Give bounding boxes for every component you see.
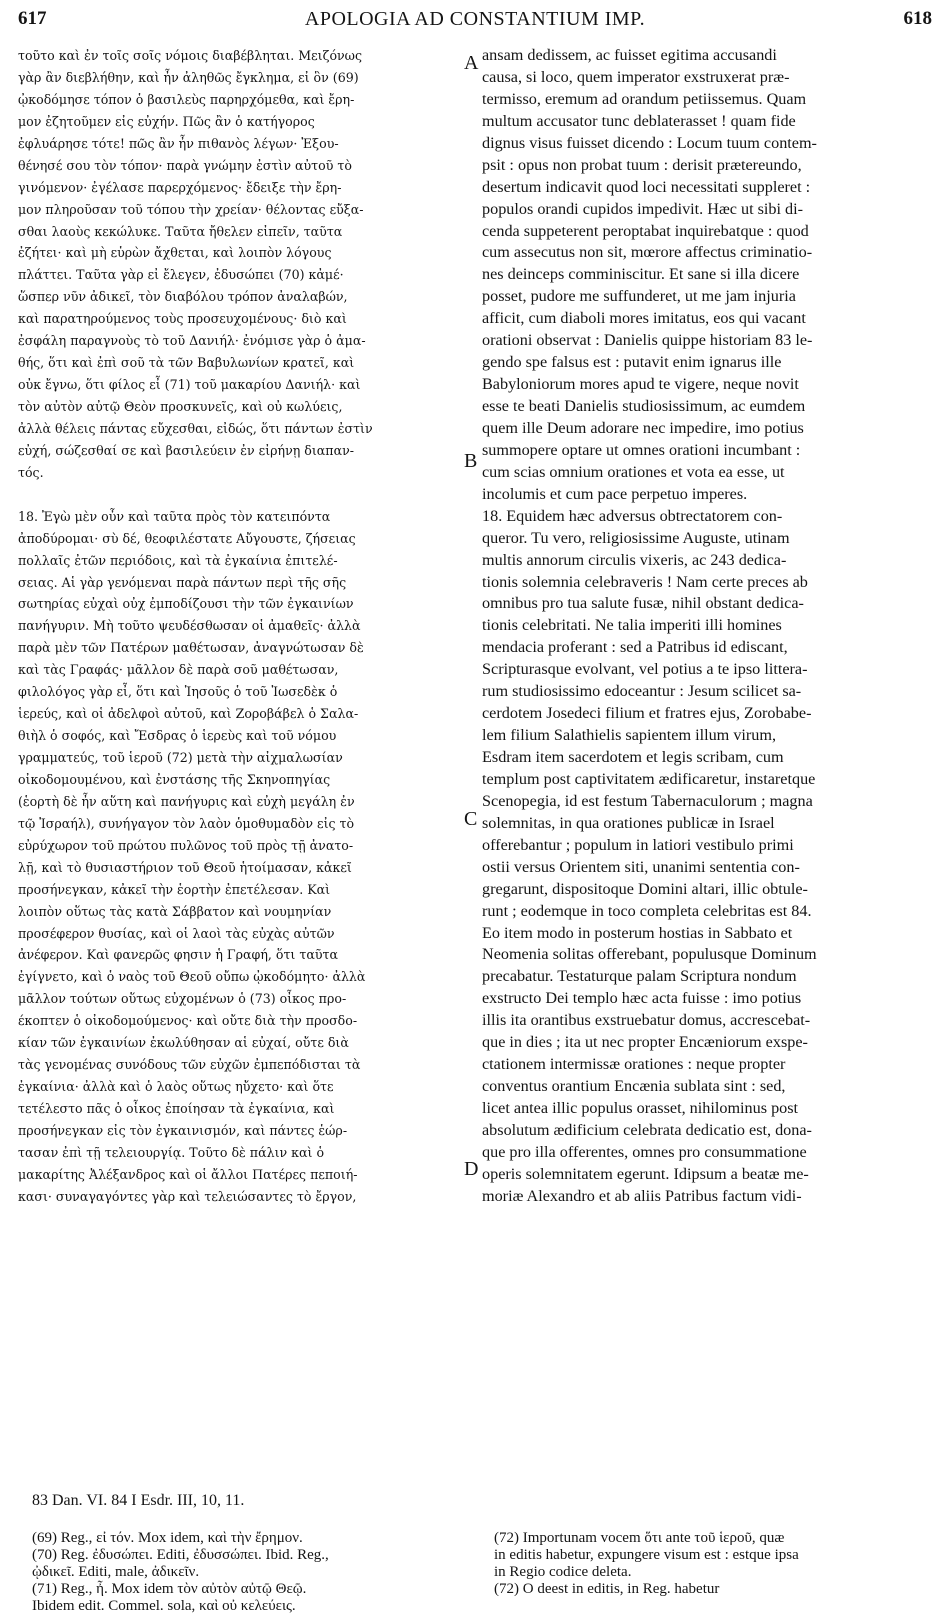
greek-text-line: γραμματεύς, τοῦ ἱεροῦ (72) μετὰ τὴν αἰχμαλωσίαν xyxy=(18,750,343,765)
latin-text-line: lem filium Salathielis sapientem illum virum, xyxy=(482,726,777,745)
footnote-line: (70) Reg. ἐδυσώπει. Editi, ἐδυσσώπει. Ibid. Reg., xyxy=(32,1547,329,1563)
greek-text-line: ὥσπερ νῦν ἀδικεῖ, τὸν διαβόλου τρόπον ἀναλαβών, xyxy=(18,289,348,305)
greek-text-line: τοῦτο καὶ ἐν τοῖς σοῖς νόμοις διαβέβληται. Μειζόνως xyxy=(18,48,363,63)
greek-text-line: τετέλεστο πᾶς ὁ οἶκος ἐποίησαν τὰ ἐγκαίνια, καὶ xyxy=(18,1101,335,1116)
footnote-line: (71) Reg., ἦ. Mox idem τὸν αὐτὸν αὐτῷ Θεῷ. xyxy=(32,1581,307,1597)
latin-text-line: multis annorum circulis vixeris, ac 243 dedica- xyxy=(482,550,787,569)
latin-text-line: licet antea illic populus orasset, nihilominus post xyxy=(482,1099,799,1117)
margin-letter-c: C xyxy=(464,808,478,830)
greek-text-line: σθαι λαοὺς κεκώλυκε. Ταῦτα ἤθελεν εἰπεῖν, ταῦτα xyxy=(18,223,343,239)
greek-text-line: τὰς γενομένας συνόδους τῶν εὐχῶν ἐμπεπόδισται τὰ xyxy=(18,1057,361,1073)
latin-column xyxy=(482,45,932,1208)
footnotes-left xyxy=(32,1530,462,1615)
footnote-line: (69) Reg., εἰ τόν. Mox idem, καὶ τὴν ἔρημον. xyxy=(32,1530,303,1546)
greek-text-line: μον ἐζητοῦμεν εἰς εὐχήν. Πῶς ἂν ὁ κατήγορος xyxy=(18,113,315,129)
greek-text-line: κασι· συναγαγόντες γὰρ καὶ τελειώσαντες τὸ ἔργον, xyxy=(18,1188,357,1204)
latin-text-line: tionis celebritati. Ne talia imperiti illi homines xyxy=(482,616,782,635)
greek-text-line: θένησέ σου τὸν τόπον· παρὰ γνώμην ἐστὶν αὐτοῦ τὸ xyxy=(18,157,352,173)
latin-text-line: psit : opus non probat tuum : derisit prætereundo, xyxy=(482,155,802,174)
greek-text-line: θιὴλ ὁ σοφός, καὶ Ἔσδρας ὁ ἱερεὺς καὶ τοῦ νόμου xyxy=(18,728,337,744)
latin-text-line: gregarunt, dispositoque Domini altari, illic obtule- xyxy=(482,879,808,898)
greek-text-line: κίαν τῶν ἐγκαινίων ἐκωλύθησαν αἱ εὐχαί, οὔτε διὰ xyxy=(18,1035,349,1051)
greek-text-line: μᾶλλον τούτων οὕτως εὐχομένων ὁ (73) οἶκος προ- xyxy=(18,991,347,1007)
latin-text-line: moriæ Alexandro et ab aliis Patribus factum vidi- xyxy=(482,1186,802,1205)
greek-column xyxy=(18,45,468,1208)
greek-text-line: σειας. Αἱ γὰρ γενόμεναι παρὰ πάντων περὶ τῆς σῆς xyxy=(18,574,347,590)
greek-text-line: ἀλλὰ θέλεις πάντας εὔχεσθαι, εἰδώς, ὅτι πάντων ἐστὶν xyxy=(18,420,373,436)
latin-text-line: Neomenia solitas offerebant, populusque Dominum xyxy=(482,945,817,964)
latin-text-line: summopere optare ut omnes orationi incumbant : xyxy=(482,440,801,459)
margin-letter-a: A xyxy=(464,52,479,74)
latin-text-line: tionis solemnia celebraveris ! Nam certe preces ab xyxy=(482,572,808,591)
footnote-line: Ibidem edit. Commel. sola, καὶ οὐ κελεύεις. xyxy=(32,1598,296,1614)
greek-text-line: παρὰ μὲν τῶν Πατέρων μαθέτωσαν, ἀναγνώτωσαν δὲ xyxy=(18,640,364,656)
latin-text-line: termisso, eremum ad orandum petiissemus. Quam xyxy=(482,89,807,108)
latin-text-line: que in dies ; ita ut nec propter Encæniorum exspe- xyxy=(482,1033,808,1052)
footnote-line: ᾠδικεῖ. Editi, male, ἀδικεῖν. xyxy=(32,1564,200,1580)
greek-text-line: τὸν αὐτὸν αὐτῷ Θεὸν προσκυνεῖς, καὶ οὐ κωλύεις, xyxy=(18,399,343,414)
greek-text-line: ἐφλυάρησε τότε! πῶς ἂν ἦν πιθανὸς λέγων· Ἐξου- xyxy=(18,135,339,151)
greek-text-line: καὶ παρατηρούμενος τοὺς προσευχομένους· διὸ καὶ xyxy=(18,311,347,327)
latin-text-line: runt ; eodemque in toco completa celebritas est 84. xyxy=(482,901,812,920)
greek-text-line: ἱερεύς, καὶ οἱ ἀδελφοὶ αὐτοῦ, καὶ Ζοροβάβελ ὁ Σαλα- xyxy=(18,706,359,722)
greek-text-line: καὶ τὰς Γραφάς· μᾶλλον δὲ παρὰ σοῦ μαθέτωσαν, xyxy=(18,662,339,678)
latin-text-line: exstructo Dei templo hæc acta fuisse : imo potius xyxy=(482,989,802,1008)
margin-letter-d: D xyxy=(464,1158,479,1180)
latin-text-line: posset, pudore me suffunderet, ut me jam injuria xyxy=(482,287,796,306)
greek-text-line: ἐγίγνετο, καὶ ὁ ναὸς τοῦ Θεοῦ οὔπω ᾠκοδόμητο· ἀλλὰ xyxy=(18,969,366,985)
latin-text-line: Scenopegia, id est festum Tabernaculorum ; magna xyxy=(482,791,813,810)
greek-text-line: μον πληροῦσαν τοῦ τόπου τὴν χρείαν· θέλοντας εὔξα- xyxy=(18,201,364,217)
latin-text-line: cum scias omnium orationes et vota ea esse, ut xyxy=(482,462,785,481)
greek-text-line: πολλαῖς ἐτῶν περιόδοις, καὶ τὰ ἐγκαίνια ἐπιτελέ- xyxy=(18,552,338,568)
footnote-line: (72) O deest in editis, in Reg. habetur xyxy=(494,1581,720,1597)
latin-text-line: offerebantur ; populum in latiori vestibulo primi xyxy=(482,835,794,854)
page-header xyxy=(18,8,932,38)
greek-text-line: έκοπτεν ὁ οἰκοδομούμενος· καὶ οὔτε διὰ τὴν προσδο- xyxy=(18,1013,358,1029)
latin-text-line: ansam dedissem, ac fuisset egitima accusandi xyxy=(482,46,777,64)
latin-text-line: operis solemnitatem egerunt. Idipsum a beatæ me- xyxy=(482,1164,809,1183)
latin-text-line: Babyloniorum mores apud te vigere, neque novit xyxy=(482,375,799,394)
latin-text-line: Scripturasque evolvant, vel potius a te ipso littera- xyxy=(482,660,808,679)
latin-text-line: ostii versus Orientem siti, unanimi sententia con- xyxy=(482,857,800,876)
greek-text-line: μακαρίτης Ἀλέξανδρος καὶ οἱ ἄλλοι Πατέρες πεποιή- xyxy=(18,1166,358,1182)
greek-text-line: ἀνέφερον. Καὶ φανερῶς φησιν ἡ Γραφή, ὅτι ταῦτα xyxy=(18,947,338,963)
greek-text-line: προσήνεγκαν, κἀκεῖ τὴν ἑορτὴν ἐπετέλεσαν. Καὶ xyxy=(18,881,331,897)
left-page-number: 617 xyxy=(18,8,47,29)
latin-text-line: incolumis et cum pace perpetuo imperes. xyxy=(482,484,748,503)
latin-text-line: populos orandi cupidos impedivit. Hæc ut sibi di- xyxy=(482,199,804,218)
footnote-line: in Regio codice deleta. xyxy=(494,1564,632,1580)
latin-text-line: queror. Tu vero, religiosissime Auguste, utinam xyxy=(482,528,790,547)
margin-letter-b: B xyxy=(464,450,478,472)
greek-text-line: προσέφερον θυσίας, καὶ οἱ λαοὶ τὰς εὐχὰς αὐτῶν xyxy=(18,925,335,941)
greek-text-line: οὐκ ἔγνω, ὅτι φίλος εἶ (71) τοῦ μακαρίου Δανιήλ· καὶ xyxy=(18,377,361,393)
greek-text-line: (ἑορτὴ δὲ ἦν αὕτη καὶ πανήγυρις καὶ εὐχὴ μεγάλη ἐν xyxy=(18,793,355,809)
latin-text-line: cerdotem Josedeci filium et fratres ejus, Zorobabe- xyxy=(482,704,812,723)
latin-text-line: rum studiosissimo edoceantur : Jesum scilicet sa- xyxy=(482,682,802,701)
latin-text-line: cum assecutus non sit, mœrore affectus criminatio- xyxy=(482,243,813,262)
running-title: APOLOGIA AD CONSTANTIUM IMP. xyxy=(304,8,646,30)
latin-text-line: conventus orantium Encænia sublata sint : sed, xyxy=(482,1077,786,1096)
greek-text-line: σωτηρίας εὐχαὶ οὐχ ἐμποδίζουσι τὴν τῶν ἐγκαινίων xyxy=(18,596,354,612)
latin-text-line: 18. Equidem hæc adversus obtrectatorem con- xyxy=(482,506,783,525)
greek-text-line: εὐρύχωρον τοῦ πρώτου πυλῶνος τοῦ πρὸς τῇ ἀνατο- xyxy=(18,837,354,853)
greek-text-line: ἐζήτει· καὶ μὴ εὑρὼν ἄχθεται, καὶ λοιπὸν λόγους xyxy=(18,245,332,261)
greek-text-line: ἀποδύρομαι· σὺ δέ, θεοφιλέστατε Αὔγουστε, ζήσειας xyxy=(18,530,356,546)
greek-text-line: οἰκοδομουμένου, καὶ ἐνστάσης τῆς Σκηνοπηγίας xyxy=(18,771,331,787)
latin-text-line: orationi observat : Danielis quippe historiam 83 le- xyxy=(482,331,813,350)
greek-text-line xyxy=(18,484,468,506)
greek-text-line: γινόμενον· ἐγέλασε παρερχόμενος· ἔδειξε τὴν ἔρη- xyxy=(18,179,342,195)
greek-text-line: λῇ, καὶ τὸ θυσιαστήριον τοῦ Θεοῦ ἡτοίμασαν, κἀκεῖ xyxy=(18,859,352,875)
latin-text-line: esse te beati Danielis studiosissimum, ac eumdem xyxy=(482,397,806,415)
latin-text-line: precabatur. Testaturque palam Scriptura nondum xyxy=(482,967,797,986)
greek-text-line: πανήγυριν. Μὴ τοῦτο ψευδέσθωσαν οἱ ἀμαθεῖς· ἀλλὰ xyxy=(18,618,361,634)
latin-text-line: illis ita orantibus exstruebatur domus, accrescebat- xyxy=(482,1011,811,1030)
latin-text-line: afficit, cum diaboli mores imitatus, eos qui vacant xyxy=(482,309,806,328)
greek-text-line: τασαν ἐπὶ τῇ τελειουργίᾳ. Τοῦτο δὲ πάλιν καὶ ὁ xyxy=(18,1144,325,1160)
greek-text-line: πλάττει. Ταῦτα γὰρ εἰ ἔλεγεν, ἐδυσώπει (70) κἀμέ· xyxy=(18,267,344,283)
greek-text-line: ᾠκοδόμησε τόπον ὁ βασιλεὺς παρηρχόμεθα, καὶ ἔρη- xyxy=(18,91,355,107)
latin-text-line: cenda suppeterent peroptabat inquirebatque : quod xyxy=(482,221,809,240)
latin-text-line: mendacia proferant : sed a Patribus id ediscant, xyxy=(482,638,788,657)
latin-text-line: omnibus pro tua salute fusæ, nihil obstant dedica- xyxy=(482,594,804,613)
scripture-references: 83 Dan. VI. 84 I Esdr. III, 10, 11. xyxy=(32,1492,245,1509)
latin-text-line: Esdram item sacerdotem et legis scribam, cum xyxy=(482,748,784,766)
latin-text-line: causa, si loco, quem imperator exstruxerat præ- xyxy=(482,67,790,86)
latin-text-line: absolutum ædificium celebrata dedicatio est, dona- xyxy=(482,1120,812,1139)
greek-text-line: φιλολόγος γὰρ εἶ, ὅτι καὶ Ἰησοῦς ὁ τοῦ Ἰωσεδὲκ ὁ xyxy=(18,684,338,700)
latin-text-line: quem ille Deum adorare nec impedire, imo potius xyxy=(482,418,804,437)
greek-text-line: λοιπὸν οὕτως τὰς κατὰ Σάββατον καὶ νουμηνίαν xyxy=(18,903,332,919)
latin-text-line: desertum indicavit quod loci necessitati suppleret : xyxy=(482,177,811,196)
footnotes-right xyxy=(494,1530,934,1598)
greek-text-line: ἐγκαίνια· ἀλλὰ καὶ ὁ λαὸς οὕτως ηὔχετο· καὶ ὅτε xyxy=(18,1079,334,1095)
footnote-line: in editis habetur, expungere visum est : estque ipsa xyxy=(494,1547,799,1563)
greek-text-line: εὐχή, σώζεσθαί σε καὶ βασιλεύειν ἐν εἰρήνῃ διαπαν- xyxy=(18,442,354,458)
latin-text-line: que pro illa offerentes, omnes pro consummatione xyxy=(482,1142,807,1161)
latin-text-line: multum accusator tunc deblaterasset ! quam fide xyxy=(482,111,796,130)
latin-text-line: ctationem intermissæ orationes : neque propter xyxy=(482,1055,786,1074)
latin-text-line: templum post captivitatem ædificaretur, instaretque xyxy=(482,769,816,788)
right-page-number: 618 xyxy=(903,8,932,29)
greek-text-line: τῷ Ἰσραήλ), συνήγαγον τὸν λαὸν ὁμοθυμαδὸν εἰς τὸ xyxy=(18,815,355,831)
greek-text-line: προσήνεγκαν εἰς τὸν ἐγκαινισμόν, καὶ πάντες ἑώρ- xyxy=(18,1122,348,1138)
greek-text-line: ἐσφάλη παραγνοὺς τὸ τοῦ Δανιήλ· ἐνόμισε γὰρ ὁ ἀμα- xyxy=(18,333,366,349)
latin-text-line: solemnitas, in qua orationes publicæ in Israel xyxy=(482,813,775,832)
greek-text-line: γὰρ ἂν διεβλήθην, καὶ ἦν ἀληθῶς ἔγκλημα, εἰ ὃν (69) xyxy=(18,69,359,85)
latin-text-line: gendo spe falsus est : putavit enim ignarus ille xyxy=(482,353,782,372)
greek-text-line: θής, ὅτι καὶ ἐπὶ σοῦ τὰ τῶν Βαβυλωνίων κρατεῖ, καὶ xyxy=(18,355,355,371)
latin-text-line: Eo item modo in posterum hostias in Sabbato et xyxy=(482,923,793,942)
greek-text-line: τός. xyxy=(18,464,44,480)
latin-text-line: dignus visus fuisset dicendo : Locum tuum contem- xyxy=(482,133,817,152)
greek-text-line: 18. Ἐγὼ μὲν οὖν καὶ ταῦτα πρὸς τὸν κατειπόντα xyxy=(18,508,331,524)
latin-text-line: nes deinceps comminiscitur. Et sane si illa dicere xyxy=(482,265,800,284)
footnote-line: (72) Importunam vocem ὅτι ante τοῦ ἱεροῦ, quæ xyxy=(494,1530,785,1546)
